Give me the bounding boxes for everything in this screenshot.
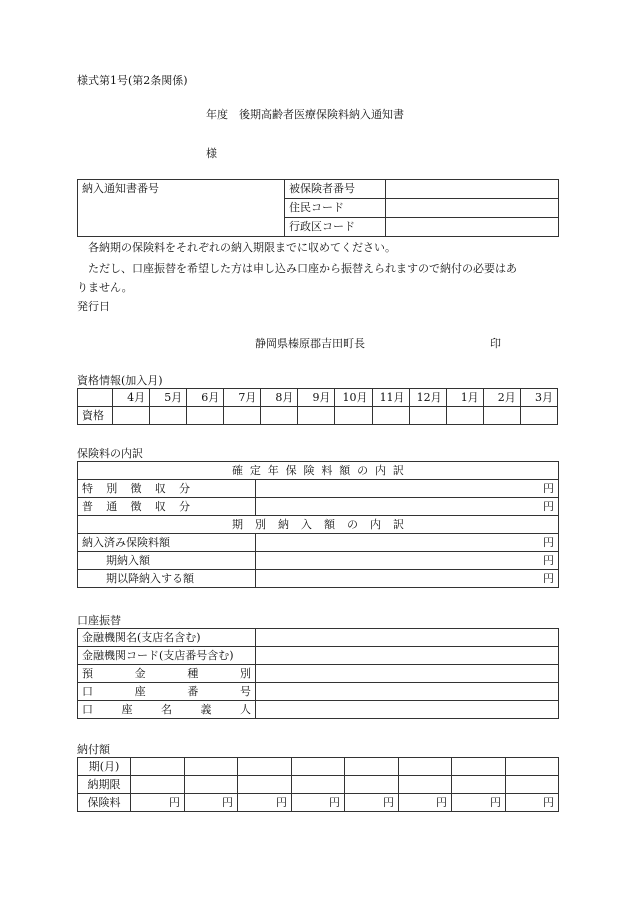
eligibility-cell — [224, 407, 261, 425]
account-number-label: 口 座 番 号 — [78, 683, 256, 701]
premium-cell: 円 — [131, 794, 185, 812]
resident-code-label: 住民コード — [285, 199, 386, 218]
document-title: 年度 後期高齢者医療保険料納入通知書 — [206, 108, 404, 121]
eligibility-cell — [187, 407, 224, 425]
period-cell — [506, 758, 559, 776]
eligibility-row-label: 資格 — [78, 407, 113, 425]
eligibility-corner — [78, 389, 113, 407]
eligibility-cell — [520, 407, 557, 425]
premium-cell: 円 — [185, 794, 238, 812]
month-cell: 4月 — [113, 389, 150, 407]
premium-cell: 円 — [452, 794, 506, 812]
deadline-cell — [238, 776, 292, 794]
payment-table — [77, 757, 559, 812]
eligibility-month-row — [78, 389, 558, 407]
period-cell — [452, 758, 506, 776]
premium-cell: 円 — [399, 794, 452, 812]
month-cell: 9月 — [298, 389, 335, 407]
issuer-seal: 印 — [490, 337, 501, 350]
institution-name-label: 金融機関名(支店名含む) — [78, 629, 256, 647]
district-code-label: 行政区コード — [285, 218, 386, 237]
notice-number-label: 納入通知書番号 — [78, 180, 285, 237]
deadline-cell — [292, 776, 345, 794]
body-line-2: ただし、口座振替を希望した方は申し込み口座から振替えられますので納付の必要はあ — [88, 262, 517, 275]
month-cell: 1月 — [446, 389, 483, 407]
month-cell: 6月 — [187, 389, 224, 407]
deadline-label: 納期限 — [78, 776, 131, 794]
account-holder-label: 口 座 名 義 人 — [78, 701, 256, 719]
premium-breakdown-table — [77, 461, 559, 588]
period-cell — [131, 758, 185, 776]
premium-section-title: 保険料の内訳 — [77, 447, 143, 460]
confirmed-premium-header: 確 定 年 保 険 料 額 の 内 訳 — [78, 462, 559, 480]
month-cell: 7月 — [224, 389, 261, 407]
period-cell — [345, 758, 399, 776]
month-cell: 11月 — [372, 389, 409, 407]
deadline-cell — [399, 776, 452, 794]
eligibility-table — [77, 388, 558, 425]
deposit-type-value — [256, 665, 559, 683]
eligibility-section-title: 資格情報(加入月) — [77, 374, 163, 387]
after-period-label: 期以降納入する額 — [78, 570, 256, 588]
period-cell — [238, 758, 292, 776]
eligibility-cell — [261, 407, 298, 425]
premium-cell: 円 — [345, 794, 399, 812]
body-line-1: 各納期の保険料をそれぞれの納入期限までに収めてください。 — [88, 241, 396, 254]
period-cell — [292, 758, 345, 776]
month-cell: 12月 — [409, 389, 446, 407]
bank-section-title: 口座振替 — [77, 614, 121, 627]
paid-premium-label: 納入済み保険料額 — [78, 534, 256, 552]
eligibility-status-row — [78, 407, 558, 425]
month-cell: 10月 — [335, 389, 372, 407]
period-payment-amount: 円 — [256, 552, 559, 570]
month-cell: 5月 — [150, 389, 187, 407]
paid-premium-amount: 円 — [256, 534, 559, 552]
bank-transfer-table — [77, 628, 559, 719]
special-collection-label: 特 別 徴 収 分 — [78, 480, 256, 498]
resident-code-value — [386, 199, 559, 218]
period-cell — [399, 758, 452, 776]
eligibility-cell — [150, 407, 187, 425]
deadline-cell — [452, 776, 506, 794]
month-cell: 8月 — [261, 389, 298, 407]
deadline-cell — [185, 776, 238, 794]
deposit-type-label: 預 金 種 別 — [78, 665, 256, 683]
account-holder-value — [256, 701, 559, 719]
regular-collection-amount: 円 — [256, 498, 559, 516]
special-collection-amount: 円 — [256, 480, 559, 498]
form-number: 様式第1号(第2条関係) — [77, 74, 188, 87]
insured-number-label: 被保険者番号 — [285, 180, 386, 199]
eligibility-cell — [409, 407, 446, 425]
eligibility-cell — [446, 407, 483, 425]
notice-number-table — [77, 179, 559, 237]
eligibility-cell — [372, 407, 409, 425]
institution-code-label: 金融機関コード(支店番号含む) — [78, 647, 256, 665]
issuer-name: 静岡県榛原郡吉田町長 — [255, 337, 365, 350]
premium-cell: 円 — [292, 794, 345, 812]
payment-section-title: 納付額 — [77, 743, 110, 756]
period-cell — [185, 758, 238, 776]
deadline-cell — [506, 776, 559, 794]
premium-cell: 円 — [238, 794, 292, 812]
after-period-amount: 円 — [256, 570, 559, 588]
account-number-value — [256, 683, 559, 701]
district-code-value — [386, 218, 559, 237]
month-cell: 3月 — [520, 389, 557, 407]
period-label: 期(月) — [78, 758, 131, 776]
body-line-3: りません。 — [77, 281, 133, 294]
eligibility-cell — [483, 407, 520, 425]
institution-code-value — [256, 647, 559, 665]
insured-number-value — [386, 180, 559, 199]
period-payment-label: 期納入額 — [78, 552, 256, 570]
issue-date-label: 発行日 — [77, 300, 110, 313]
institution-name-value — [256, 629, 559, 647]
deadline-cell — [131, 776, 185, 794]
eligibility-cell — [298, 407, 335, 425]
regular-collection-label: 普 通 徴 収 分 — [78, 498, 256, 516]
deadline-cell — [345, 776, 399, 794]
month-cell: 2月 — [483, 389, 520, 407]
premium-label: 保険料 — [78, 794, 131, 812]
premium-cell: 円 — [506, 794, 559, 812]
addressee-suffix: 様 — [206, 147, 217, 160]
eligibility-cell — [335, 407, 372, 425]
eligibility-cell — [113, 407, 150, 425]
period-breakdown-header: 期 別 納 入 額 の 内 訳 — [78, 516, 559, 534]
